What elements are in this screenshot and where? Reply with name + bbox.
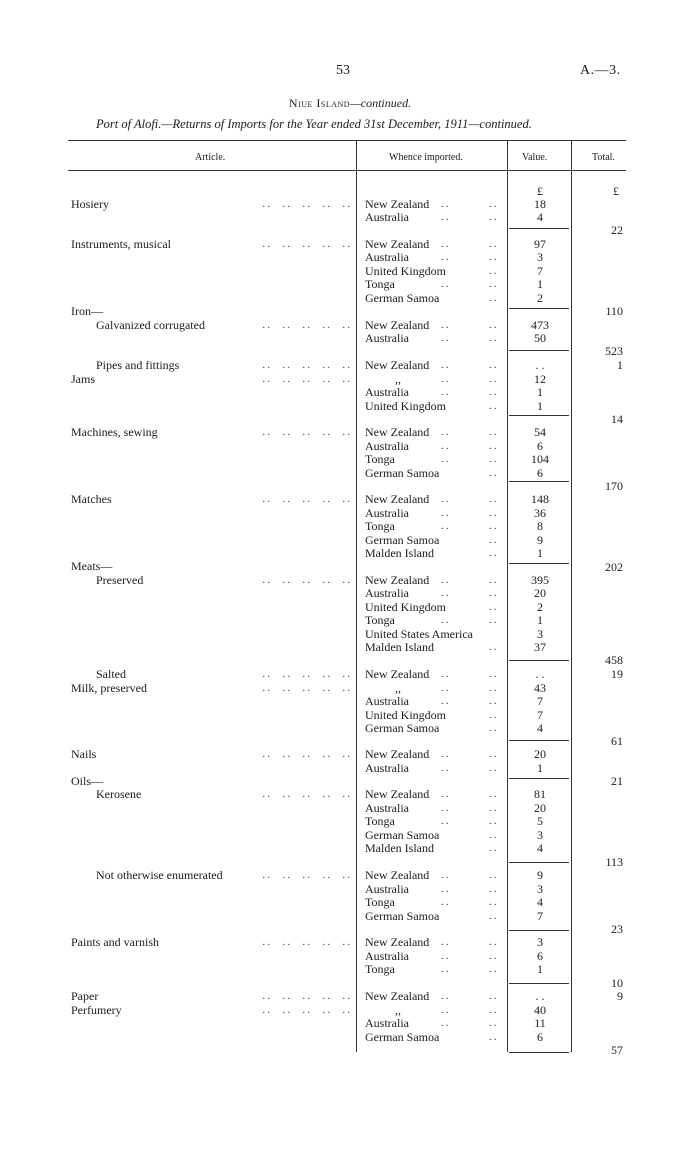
value-cell: 7 bbox=[537, 909, 543, 923]
leader-dots: . . . . . . . . . . bbox=[262, 683, 350, 694]
article-label: Matches bbox=[71, 492, 112, 506]
whence-country: Tonga bbox=[365, 613, 395, 627]
value-cell: 8 bbox=[537, 519, 543, 533]
value-cell: 81 bbox=[534, 787, 546, 801]
article-label: Iron— bbox=[71, 304, 103, 318]
whence-dots: . . bbox=[441, 360, 449, 371]
whence-dots: . . bbox=[441, 816, 449, 827]
column-divider-whence bbox=[356, 140, 357, 1052]
article-label: Hosiery bbox=[71, 197, 109, 211]
whence-country: New Zealand bbox=[365, 787, 430, 801]
total-cell: 458 bbox=[605, 653, 623, 667]
whence-country: German Samoa bbox=[365, 828, 440, 842]
whence-dots-end: . . bbox=[489, 991, 497, 1002]
value-cell: 6 bbox=[537, 949, 543, 963]
paper-reference: A.—3. bbox=[580, 63, 621, 78]
whence-dots: . . bbox=[441, 615, 449, 626]
subtotal-rule bbox=[509, 778, 569, 779]
whence-dots-end: . . bbox=[489, 763, 497, 774]
whence-country: Australia bbox=[365, 801, 409, 815]
subtotal-rule bbox=[509, 228, 569, 229]
whence-dots-end: . . bbox=[489, 427, 497, 438]
whence-dots: . . bbox=[441, 588, 449, 599]
whence-dots-end: . . bbox=[489, 884, 497, 895]
value-cell: 40 bbox=[534, 1003, 546, 1017]
whence-dots-end: . . bbox=[489, 293, 497, 304]
whence-country: Tonga bbox=[365, 895, 395, 909]
subtotal-rule bbox=[509, 563, 569, 564]
whence-country: New Zealand bbox=[365, 358, 430, 372]
whence-dots-end: . . bbox=[489, 252, 497, 263]
value-cell: 36 bbox=[534, 506, 546, 520]
whence-dots: . . bbox=[441, 991, 449, 1002]
leader-dots: . . . . . . . . . . bbox=[262, 239, 350, 250]
whence-dots-end: . . bbox=[489, 951, 497, 962]
whence-dots-end: . . bbox=[489, 723, 497, 734]
whence-dots: . . bbox=[441, 199, 449, 210]
whence-country: United States America bbox=[365, 627, 473, 641]
whence-country: Tonga bbox=[365, 519, 395, 533]
whence-country: New Zealand bbox=[365, 237, 430, 251]
article-label: Nails bbox=[71, 747, 97, 761]
value-cell: 9 bbox=[537, 533, 543, 547]
value-cell: 7 bbox=[537, 708, 543, 722]
whence-country: Australia bbox=[365, 210, 409, 224]
whence-country: German Samoa bbox=[365, 1030, 440, 1044]
whence-country: Australia bbox=[365, 1016, 409, 1030]
total-cell: 19 bbox=[611, 667, 623, 681]
whence-dots-end: . . bbox=[489, 683, 497, 694]
whence-dots: . . bbox=[441, 696, 449, 707]
whence-country: Malden Island bbox=[365, 546, 434, 560]
whence-dots-end: . . bbox=[489, 710, 497, 721]
leader-dots: . . . . . . . . . . bbox=[262, 360, 350, 371]
subtotal-rule bbox=[509, 350, 569, 351]
article-label: Meats— bbox=[71, 559, 113, 573]
whence-dots: . . bbox=[441, 387, 449, 398]
whence-country: New Zealand bbox=[365, 425, 430, 439]
whence-dots-end: . . bbox=[489, 279, 497, 290]
value-cell: 43 bbox=[534, 681, 546, 695]
article-label: Preserved bbox=[96, 573, 144, 587]
whence-dots: . . bbox=[441, 239, 449, 250]
article-label: Not otherwise enumerated bbox=[96, 868, 223, 882]
value-cell: 1 bbox=[537, 399, 543, 413]
value-cell: 6 bbox=[537, 466, 543, 480]
total-cell: 57 bbox=[611, 1043, 623, 1057]
value-cell: 4 bbox=[537, 841, 543, 855]
whence-dots-end: . . bbox=[489, 494, 497, 505]
whence-country: Australia bbox=[365, 761, 409, 775]
whence-dots-end: . . bbox=[489, 803, 497, 814]
value-cell: 9 bbox=[537, 868, 543, 882]
article-label: Oils— bbox=[71, 774, 104, 788]
value-cell: 3 bbox=[537, 935, 543, 949]
whence-dots: . . bbox=[441, 964, 449, 975]
article-label: Salted bbox=[96, 667, 126, 681]
whence-dots-end: . . bbox=[489, 508, 497, 519]
section-title bbox=[0, 97, 700, 110]
total-cell: 9 bbox=[617, 989, 623, 1003]
column-divider-total bbox=[571, 140, 572, 1052]
whence-country: Tonga bbox=[365, 452, 395, 466]
whence-dots: . . bbox=[441, 441, 449, 452]
value-cell: 4 bbox=[537, 210, 543, 224]
article-label: Galvanized corrugated bbox=[96, 318, 205, 332]
article-label: Kerosene bbox=[96, 787, 142, 801]
whence-dots-end: . . bbox=[489, 212, 497, 223]
total-cell: 14 bbox=[611, 412, 623, 426]
whence-dots: . . bbox=[441, 252, 449, 263]
value-cell: 37 bbox=[534, 640, 546, 654]
whence-dots: . . bbox=[441, 870, 449, 881]
whence-dots-end: . . bbox=[489, 602, 497, 613]
article-label: Machines, sewing bbox=[71, 425, 158, 439]
column-header-whence: Whence imported. bbox=[389, 152, 463, 163]
whence-country: German Samoa bbox=[365, 721, 440, 735]
whence-dots: . . bbox=[441, 763, 449, 774]
whence-dots-end: . . bbox=[489, 1032, 497, 1043]
leader-dots: . . . . . . . . . . bbox=[262, 494, 350, 505]
value-cell: 1 bbox=[537, 761, 543, 775]
value-cell: 1 bbox=[537, 546, 543, 560]
value-cell: 3 bbox=[537, 882, 543, 896]
whence-country: United Kingdom bbox=[365, 399, 446, 413]
article-label: Jams bbox=[71, 372, 95, 386]
whence-country: New Zealand bbox=[365, 868, 430, 882]
value-cell: . . bbox=[535, 667, 545, 681]
page-number: 53 bbox=[336, 63, 350, 78]
subtotal-rule bbox=[509, 740, 569, 741]
whence-dots-end: . . bbox=[489, 521, 497, 532]
whence-dots-end: . . bbox=[489, 360, 497, 371]
whence-country: Malden Island bbox=[365, 841, 434, 855]
subtotal-rule bbox=[509, 415, 569, 416]
whence-dots-end: . . bbox=[489, 830, 497, 841]
whence-dots-end: . . bbox=[489, 1005, 497, 1016]
whence-dots-end: . . bbox=[489, 266, 497, 277]
whence-dots: . . bbox=[441, 508, 449, 519]
whence-country: ,, bbox=[395, 1003, 401, 1017]
leader-dots: . . . . . . . . . . bbox=[262, 991, 350, 1002]
whence-dots-end: . . bbox=[489, 816, 497, 827]
whence-dots-end: . . bbox=[489, 468, 497, 479]
subtotal-rule bbox=[509, 983, 569, 984]
whence-country: Australia bbox=[365, 506, 409, 520]
value-cell: 395 bbox=[531, 573, 549, 587]
whence-country: Tonga bbox=[365, 962, 395, 976]
whence-dots: . . bbox=[441, 333, 449, 344]
column-divider-value bbox=[507, 140, 508, 1052]
total-cell: 22 bbox=[611, 223, 623, 237]
total-cell: 61 bbox=[611, 734, 623, 748]
whence-country: United Kingdom bbox=[365, 708, 446, 722]
value-cell: 1 bbox=[537, 385, 543, 399]
total-cell: 113 bbox=[605, 855, 623, 869]
whence-dots-end: . . bbox=[489, 749, 497, 760]
subtotal-rule bbox=[509, 308, 569, 309]
whence-dots: . . bbox=[441, 494, 449, 505]
value-cell: 7 bbox=[537, 264, 543, 278]
value-cell: . . bbox=[535, 989, 545, 1003]
whence-dots-end: . . bbox=[489, 575, 497, 586]
value-cell: 18 bbox=[534, 197, 546, 211]
whence-dots: . . bbox=[441, 803, 449, 814]
whence-dots-end: . . bbox=[489, 548, 497, 559]
whence-dots: . . bbox=[441, 279, 449, 290]
total-cell: 1 bbox=[617, 358, 623, 372]
total-cell: 523 bbox=[605, 344, 623, 358]
total-cell: 21 bbox=[611, 774, 623, 788]
whence-country: Malden Island bbox=[365, 640, 434, 654]
whence-dots: . . bbox=[441, 884, 449, 895]
whence-dots: . . bbox=[441, 427, 449, 438]
article-label: Instruments, musical bbox=[71, 237, 171, 251]
header-top-rule bbox=[68, 140, 626, 141]
whence-dots: . . bbox=[441, 897, 449, 908]
value-cell: 12 bbox=[534, 372, 546, 386]
table-subtitle: Port of Alofi.—Returns of Imports for the Year ended 31st December, 1911—continued. bbox=[96, 117, 532, 131]
whence-country: German Samoa bbox=[365, 909, 440, 923]
whence-country: New Zealand bbox=[365, 197, 430, 211]
whence-country: Australia bbox=[365, 586, 409, 600]
whence-dots-end: . . bbox=[489, 1018, 497, 1029]
whence-dots-end: . . bbox=[489, 320, 497, 331]
whence-dots: . . bbox=[441, 937, 449, 948]
value-cell: 97 bbox=[534, 237, 546, 251]
whence-country: New Zealand bbox=[365, 935, 430, 949]
value-cell: 20 bbox=[534, 747, 546, 761]
whence-dots-end: . . bbox=[489, 642, 497, 653]
whence-dots: . . bbox=[441, 749, 449, 760]
subtotal-rule bbox=[509, 930, 569, 931]
value-cell: 54 bbox=[534, 425, 546, 439]
whence-country: United Kingdom bbox=[365, 264, 446, 278]
whence-country: New Zealand bbox=[365, 492, 430, 506]
whence-dots: . . bbox=[441, 320, 449, 331]
article-label: Milk, preserved bbox=[71, 681, 147, 695]
total-currency-symbol: £ bbox=[613, 184, 619, 198]
leader-dots: . . . . . . . . . . bbox=[262, 374, 350, 385]
leader-dots: . . . . . . . . . . bbox=[262, 199, 350, 210]
whence-country: New Zealand bbox=[365, 318, 430, 332]
whence-dots-end: . . bbox=[489, 696, 497, 707]
whence-country: United Kingdom bbox=[365, 600, 446, 614]
whence-country: Australia bbox=[365, 250, 409, 264]
value-cell: 1 bbox=[537, 277, 543, 291]
value-cell: 7 bbox=[537, 694, 543, 708]
header-bottom-rule bbox=[68, 170, 626, 171]
whence-country: Australia bbox=[365, 882, 409, 896]
value-cell: 6 bbox=[537, 439, 543, 453]
column-header-article: Article. bbox=[195, 152, 226, 163]
leader-dots: . . . . . . . . . . bbox=[262, 1005, 350, 1016]
whence-country: German Samoa bbox=[365, 291, 440, 305]
total-cell: 170 bbox=[605, 479, 623, 493]
whence-dots-end: . . bbox=[489, 789, 497, 800]
value-cell: 1 bbox=[537, 613, 543, 627]
value-cell: 1 bbox=[537, 962, 543, 976]
section-title-name: Niue Island bbox=[288, 96, 351, 110]
whence-dots: . . bbox=[441, 789, 449, 800]
whence-dots: . . bbox=[441, 374, 449, 385]
whence-dots-end: . . bbox=[489, 911, 497, 922]
whence-country: New Zealand bbox=[365, 989, 430, 1003]
whence-dots-end: . . bbox=[489, 535, 497, 546]
whence-dots-end: . . bbox=[489, 441, 497, 452]
article-label: Paper bbox=[71, 989, 99, 1003]
value-cell: 3 bbox=[537, 250, 543, 264]
column-header-value: Value. bbox=[522, 152, 548, 163]
value-cell: . . bbox=[535, 358, 545, 372]
whence-country: Australia bbox=[365, 694, 409, 708]
value-cell: 11 bbox=[534, 1016, 546, 1030]
value-cell: 104 bbox=[531, 452, 549, 466]
whence-dots-end: . . bbox=[489, 615, 497, 626]
whence-dots: . . bbox=[441, 521, 449, 532]
subtotal-rule bbox=[509, 1052, 569, 1053]
whence-country: New Zealand bbox=[365, 747, 430, 761]
whence-dots: . . bbox=[441, 575, 449, 586]
total-cell: 202 bbox=[605, 560, 623, 574]
value-cell: 5 bbox=[537, 814, 543, 828]
whence-country: Tonga bbox=[365, 277, 395, 291]
whence-dots-end: . . bbox=[489, 964, 497, 975]
column-header-total: Total. bbox=[592, 152, 615, 163]
value-cell: 4 bbox=[537, 895, 543, 909]
value-cell: 4 bbox=[537, 721, 543, 735]
value-cell: 20 bbox=[534, 586, 546, 600]
whence-dots-end: . . bbox=[489, 937, 497, 948]
whence-dots: . . bbox=[441, 669, 449, 680]
whence-dots-end: . . bbox=[489, 333, 497, 344]
section-title-continued: —continued. bbox=[350, 96, 412, 110]
whence-country: ,, bbox=[395, 372, 401, 386]
subtotal-rule bbox=[509, 862, 569, 863]
whence-country: New Zealand bbox=[365, 573, 430, 587]
whence-dots: . . bbox=[441, 1005, 449, 1016]
subtotal-rule bbox=[509, 660, 569, 661]
leader-dots: . . . . . . . . . . bbox=[262, 320, 350, 331]
total-cell: 10 bbox=[611, 976, 623, 990]
whence-dots-end: . . bbox=[489, 239, 497, 250]
value-cell: 3 bbox=[537, 627, 543, 641]
value-currency-symbol: £ bbox=[537, 184, 543, 198]
article-label: Pipes and fittings bbox=[96, 358, 180, 372]
whence-country: Australia bbox=[365, 331, 409, 345]
whence-country: New Zealand bbox=[365, 667, 430, 681]
whence-dots-end: . . bbox=[489, 454, 497, 465]
whence-country: Tonga bbox=[365, 814, 395, 828]
value-cell: 20 bbox=[534, 801, 546, 815]
leader-dots: . . . . . . . . . . bbox=[262, 575, 350, 586]
whence-dots: . . bbox=[441, 683, 449, 694]
whence-country: Australia bbox=[365, 439, 409, 453]
subtotal-rule bbox=[509, 481, 569, 482]
whence-dots-end: . . bbox=[489, 374, 497, 385]
whence-country: Australia bbox=[365, 385, 409, 399]
whence-dots-end: . . bbox=[489, 843, 497, 854]
whence-dots-end: . . bbox=[489, 669, 497, 680]
total-cell: 23 bbox=[611, 922, 623, 936]
whence-country: German Samoa bbox=[365, 533, 440, 547]
leader-dots: . . . . . . . . . . bbox=[262, 427, 350, 438]
value-cell: 6 bbox=[537, 1030, 543, 1044]
whence-dots-end: . . bbox=[489, 199, 497, 210]
whence-dots: . . bbox=[441, 1018, 449, 1029]
whence-dots-end: . . bbox=[489, 387, 497, 398]
whence-country: German Samoa bbox=[365, 466, 440, 480]
value-cell: 50 bbox=[534, 331, 546, 345]
article-label: Paints and varnish bbox=[71, 935, 159, 949]
value-cell: 2 bbox=[537, 291, 543, 305]
leader-dots: . . . . . . . . . . bbox=[262, 749, 350, 760]
whence-dots: . . bbox=[441, 951, 449, 962]
total-cell: 110 bbox=[605, 304, 623, 318]
whence-country: ,, bbox=[395, 681, 401, 695]
value-cell: 3 bbox=[537, 828, 543, 842]
whence-dots-end: . . bbox=[489, 897, 497, 908]
whence-dots-end: . . bbox=[489, 588, 497, 599]
leader-dots: . . . . . . . . . . bbox=[262, 937, 350, 948]
value-cell: 2 bbox=[537, 600, 543, 614]
whence-dots-end: . . bbox=[489, 401, 497, 412]
whence-dots: . . bbox=[441, 454, 449, 465]
leader-dots: . . . . . . . . . . bbox=[262, 870, 350, 881]
article-label: Perfumery bbox=[71, 1003, 122, 1017]
whence-dots: . . bbox=[441, 212, 449, 223]
value-cell: 473 bbox=[531, 318, 549, 332]
leader-dots: . . . . . . . . . . bbox=[262, 789, 350, 800]
leader-dots: . . . . . . . . . . bbox=[262, 669, 350, 680]
whence-dots-end: . . bbox=[489, 870, 497, 881]
whence-country: Australia bbox=[365, 949, 409, 963]
value-cell: 148 bbox=[531, 492, 549, 506]
